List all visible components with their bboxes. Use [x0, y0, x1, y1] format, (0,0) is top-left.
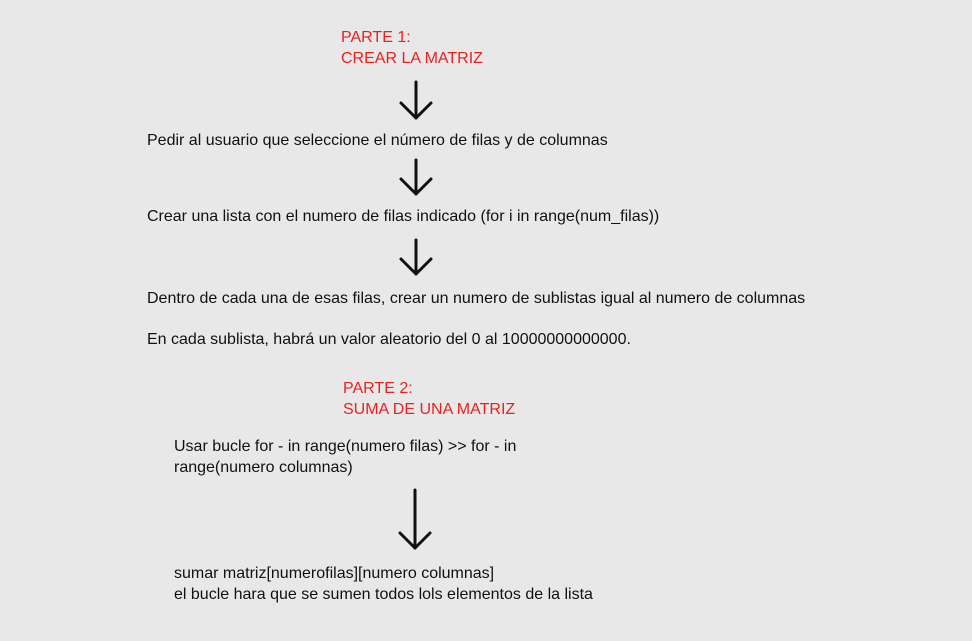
arrow-down-icon: [398, 80, 434, 122]
part1-step-create-sublists: Dentro de cada una de esas filas, crear un numero de sublistas igual al numero de columnas: [147, 290, 806, 307]
part2-step-sum-line2: el bucle hara que se sumen todos lols elementos de la lista: [174, 586, 593, 603]
part2-step-sum-line1: sumar matriz[numerofilas][numero columnas]: [174, 565, 495, 582]
part1-step-random-values: En cada sublista, habrá un valor aleatorio del 0 al 10000000000000.: [147, 331, 631, 348]
part2-step-sum: [174, 563, 593, 605]
part1-step-create-rows: Crear una lista con el numero de filas indicado (for i in range(num_filas)): [147, 208, 660, 225]
arrow-down-icon: [397, 488, 433, 552]
part2-heading: [343, 378, 515, 420]
part2-step-loop: [174, 436, 516, 478]
part1-step-select-size: Pedir al usuario que seleccione el número de filas y de columnas: [147, 132, 608, 149]
part2-heading-subtitle: SUMA DE UNA MATRIZ: [343, 401, 516, 418]
arrow-down-icon: [398, 158, 434, 198]
part1-heading-subtitle: CREAR LA MATRIZ: [341, 50, 483, 67]
part2-heading-title: PARTE 2:: [343, 380, 413, 397]
part2-step-loop-line2: range(numero columnas): [174, 459, 353, 476]
part1-heading-title: PARTE 1:: [341, 29, 411, 46]
part1-heading: [341, 27, 483, 69]
part2-step-loop-line1: Usar bucle for - in range(numero filas) >> for - in: [174, 438, 517, 455]
arrow-down-icon: [398, 238, 434, 278]
